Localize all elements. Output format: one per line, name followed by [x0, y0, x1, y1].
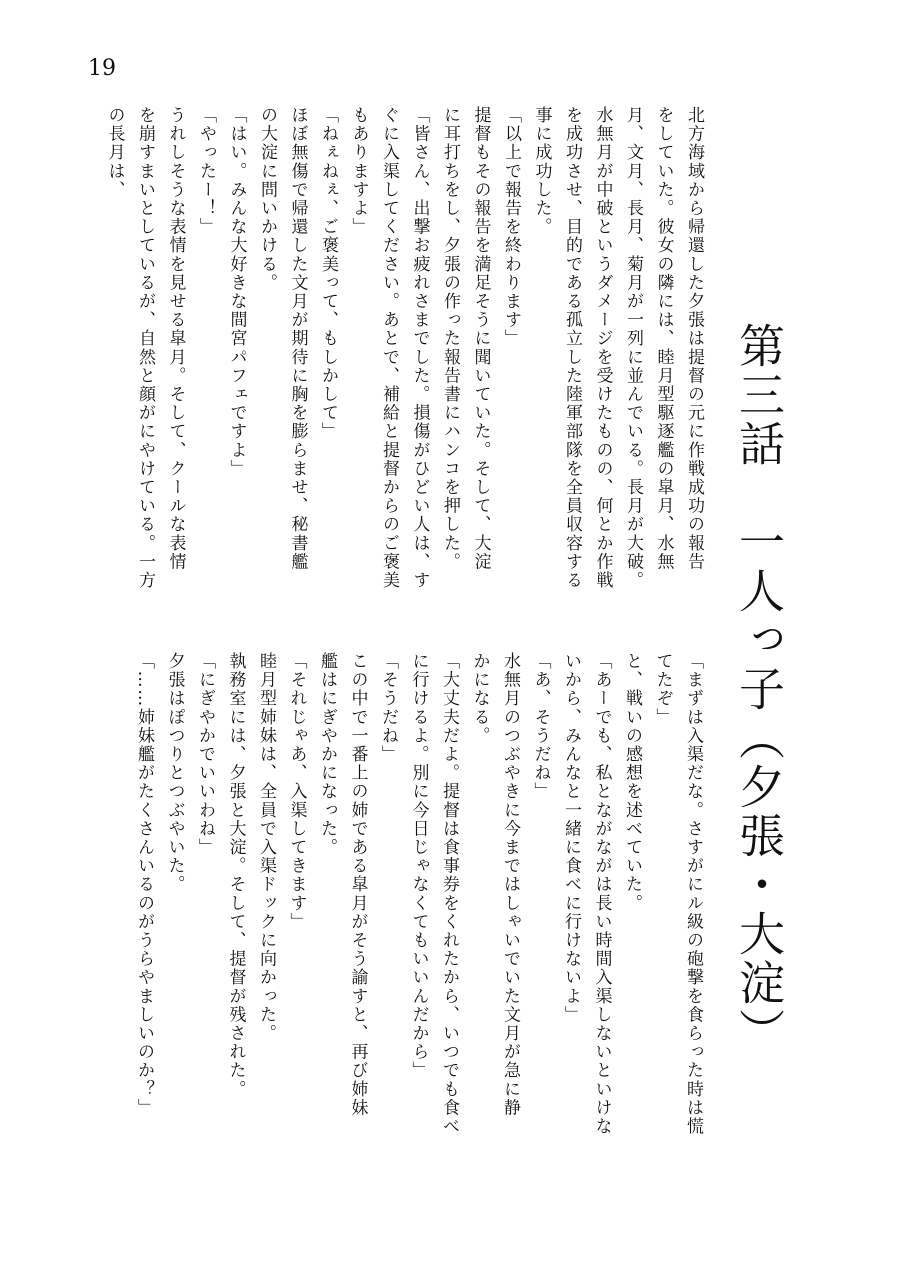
text-block-bottom	[88, 652, 708, 1152]
text-line: 「ねぇねぇ、ご褒美って、もしかして」	[318, 106, 338, 441]
text-line: 「……姉妹艦がたくさんいるのがうらやましいのか？」	[134, 652, 154, 1117]
text-line: 睦月型姉妹は、全員で入渠ドックに向かった。	[256, 652, 276, 1043]
text-line: 執務室には、夕張と大淀。そして、提督が残された。	[225, 652, 246, 1099]
text-line: を成功させ、目的である孤立した陸軍部隊を全員収容する	[562, 106, 582, 590]
text-line: ぐに入渠してください。あとで、補給と提督からのご褒美	[379, 106, 399, 590]
text-line: この中で一番上の姉である皐月がそう諭すと、再び姉妹	[347, 652, 368, 1117]
text-line: 月、文月、長月、菊月が一列に並んでいる。長月が大破。	[623, 106, 643, 590]
text-line: うれしそうな表情を見せる皐月。そして、クールな表情	[165, 106, 186, 571]
text-line: の長月は、	[104, 106, 125, 199]
text-line: 「大丈夫だよ。提督は食事券をくれたから、いつでも食べ	[439, 652, 459, 1136]
text-line: ほぼ無傷で帰還した文月が期待に胸を膨らませ、秘書艦	[287, 106, 308, 571]
page-number: 19	[88, 56, 116, 81]
text-line: 提督もその報告を満足そうに聞いていた。そして、大淀	[470, 106, 491, 571]
text-line: 水無月が中破というダメージを受けたものの、何とか作戦	[592, 106, 613, 590]
text-line: を崩すまいとしているが、自然と顔がにやけている。一方	[135, 106, 155, 590]
text-line: 事に成功した。	[531, 106, 552, 237]
text-line: 「あーでも、私とながながは長い時間入渠しないといけな	[591, 652, 612, 1136]
text-line: 夕張はぽつりとつぶやいた。	[164, 652, 185, 894]
text-line: 「以上で報告を終わります」	[501, 106, 521, 348]
text-block-top	[89, 106, 709, 626]
text-line: に耳打ちをし、夕張の作った報告書にハンコを押した。	[440, 106, 460, 571]
text-line: 「それじゃあ、入渠してきます」	[286, 652, 307, 931]
text-line: と、戦いの感想を述べていた。	[622, 652, 642, 913]
text-line: 水無月のつぶやきに今まではしゃいでいた文月が急に静	[500, 652, 520, 1117]
text-line: 「にぎやかでいいわね」	[195, 652, 215, 857]
text-line: 「あ、そうだね」	[530, 652, 551, 801]
text-line: 「そうだね」	[378, 652, 398, 764]
chapter-title: 第三話 一人っ子（夕張・大淀）	[732, 322, 786, 1057]
text-line: もありますよ」	[348, 106, 369, 237]
text-line: 北方海域から帰還した夕張は提督の元に作戦成功の報告	[684, 106, 704, 571]
text-line: の大淀に問いかける。	[257, 106, 277, 292]
text-line: 「はい。みんな大好きな間宮パフェですよ」	[226, 106, 247, 478]
text-line: をしていた。彼女の隣には、睦月型駆逐艦の皐月、水無	[653, 106, 674, 571]
text-line: 艦はにぎやかになった。	[317, 652, 337, 857]
text-line: いから、みんなと一緒に食べに行けないよ」	[561, 652, 581, 1024]
text-line: 「やったー！」	[196, 106, 216, 237]
text-line: てたぞ」	[652, 652, 673, 727]
text-line: 「まずは入渠だな。さすがにル級の砲撃を食らった時は慌	[683, 652, 703, 1136]
text-line: かになる。	[469, 652, 490, 745]
text-line: に行けるよ。別に今日じゃなくてもいいんだから」	[408, 652, 429, 1080]
text-line: 「皆さん、出撃お疲れさまでした。損傷がひどい人は、す	[409, 106, 430, 590]
